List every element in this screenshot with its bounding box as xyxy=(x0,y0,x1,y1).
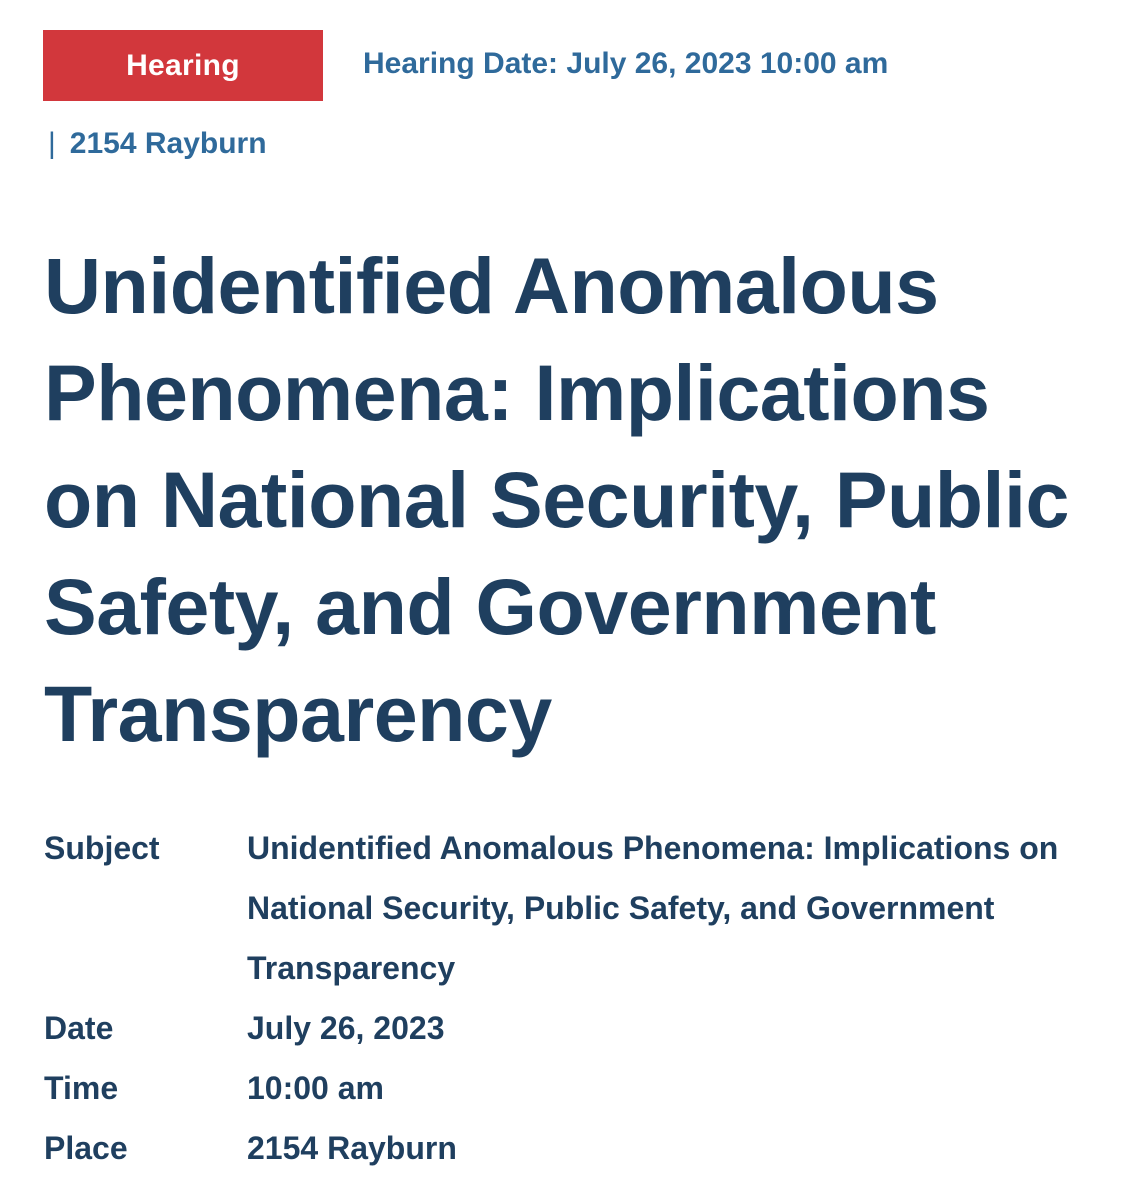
detail-label: Time xyxy=(44,1070,119,1106)
detail-value: Unidentified Anomalous Phenomena: Implications on National Security, Public Safety, and Government Transparency xyxy=(247,830,1059,986)
detail-value: 2154 Rayburn xyxy=(247,1130,457,1166)
detail-label: Place xyxy=(44,1130,128,1166)
detail-row-place xyxy=(44,1118,1104,1178)
location-text: 2154 Rayburn xyxy=(69,127,267,160)
page-title: Unidentified Anomalous Phenomena: Implications on National Security, Public Safety, and Government Transparency xyxy=(44,241,1069,758)
detail-label: Subject xyxy=(44,830,160,866)
detail-row-time xyxy=(44,1058,1104,1118)
hearing-details xyxy=(44,818,1104,1178)
detail-value: July 26, 2023 xyxy=(247,1010,445,1046)
hearing-date: Hearing Date: July 26, 2023 10:00 am xyxy=(363,47,889,80)
location-separator: | xyxy=(48,127,56,160)
detail-value: 10:00 am xyxy=(247,1070,384,1106)
hearing-badge[interactable] xyxy=(43,30,323,101)
detail-row-subject xyxy=(44,818,1104,998)
hearing-location xyxy=(48,124,267,164)
detail-row-date xyxy=(44,998,1104,1058)
hearing-badge-label: Hearing xyxy=(126,48,240,82)
detail-label: Date xyxy=(44,1010,114,1046)
